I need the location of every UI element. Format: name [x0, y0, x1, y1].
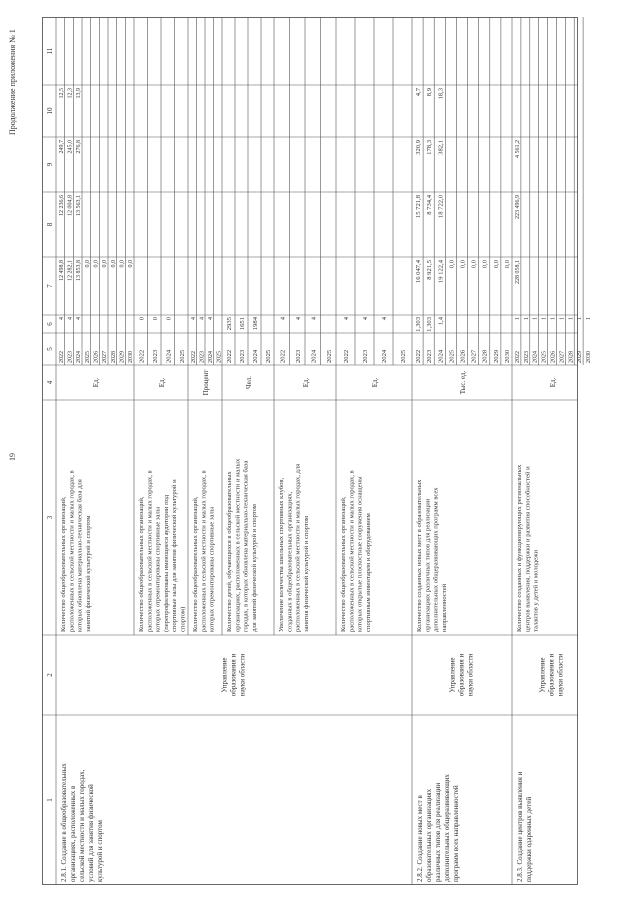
value-cell: 4 561,2	[514, 140, 521, 158]
indicator-text: организациях, расположенных в сельской местности и малых	[234, 458, 242, 632]
value-cell: 0,0	[470, 260, 478, 269]
column-number: 9	[46, 162, 54, 167]
value-cell: 1	[586, 317, 593, 320]
value-cell: 4,7	[415, 88, 423, 97]
indicator-text: спортивные залы для занятия физической культурой и	[171, 479, 179, 632]
executor-text: Управление	[448, 657, 457, 693]
indicator-text: Количество общеобразовательных организаций,	[138, 496, 145, 632]
year-cell: 2025	[84, 351, 91, 363]
value-cell: 12,5	[58, 88, 65, 99]
value-cell: 15 721,8	[415, 195, 423, 219]
indicator-text: для занятий физической культурой и спортом	[250, 504, 258, 632]
column-number: 3	[46, 515, 54, 520]
year-cell: 2026	[459, 349, 467, 363]
value-cell: 4	[343, 317, 350, 321]
value-cell: 0,0	[481, 260, 489, 269]
value-cell: 249,7	[58, 140, 65, 154]
value-cell: 4	[279, 317, 287, 321]
year-cell: 2028	[568, 351, 575, 363]
unit-text: Ед.	[302, 377, 310, 388]
year-cell: 2023	[199, 351, 206, 363]
year-cell: 2027	[470, 349, 478, 363]
year-cell: 2025	[541, 351, 548, 363]
indicator-text: расположенных в сельской местности и малых городах, в	[146, 470, 154, 632]
year-cell: 2023	[362, 349, 369, 363]
value-cell: 4	[310, 317, 318, 321]
value-cell: 1984	[252, 317, 259, 331]
indicator-text: Увеличение количества школьных спортивных клубов,	[278, 477, 285, 632]
value-cell: 0,0	[128, 260, 135, 268]
indicator-text: расположенных в сельской местности и малых городах, в	[68, 470, 76, 632]
value-cell: 4	[362, 317, 369, 321]
unit-text: Тыс. ед.	[459, 370, 467, 395]
indicator-text: Количество созданных новых мест в образовательных	[416, 479, 423, 632]
year-cell: 2022	[514, 351, 521, 363]
executor-text: науки области	[556, 653, 565, 697]
indicator-text: дополнительных общеразвивающих программ всех	[432, 487, 440, 632]
year-cell: 2025	[178, 349, 186, 363]
value-cell: 1,303	[415, 317, 423, 332]
column-number: 2	[46, 673, 54, 677]
measure-text: культурой и спортом	[96, 820, 104, 882]
indicator-text: городах, в которых обновлена материально-техническая база	[242, 460, 250, 632]
value-cell: 1,4	[437, 317, 445, 326]
year-cell: 2022	[226, 349, 233, 363]
unit-text: Ед.	[549, 377, 557, 388]
indicator-text: занятия физической культурой и спортом	[302, 515, 310, 632]
indicator-text: (перепрофилированы имеющиеся аудитории под	[162, 494, 170, 632]
year-cell: 2027	[102, 351, 109, 363]
year-cell: 2028	[110, 351, 117, 363]
year-cell: 2025	[325, 349, 333, 363]
executor-text: образования и	[457, 653, 466, 697]
value-cell: 0,0	[448, 260, 456, 269]
year-cell: 2029	[577, 351, 584, 363]
year-cell: 2025	[400, 349, 407, 363]
indicator-text: которых обновлена материально-техническая база для	[76, 479, 84, 632]
executor-text: науки области	[238, 653, 247, 697]
indicator-text: Количество общеобразовательных организаций,	[192, 496, 199, 632]
value-cell: 16 047,4	[415, 260, 423, 284]
value-cell: 1	[523, 317, 530, 320]
value-cell: 1,303	[426, 317, 434, 332]
executor-text: науки области	[466, 653, 475, 697]
value-cell: 4	[381, 317, 388, 321]
indicator-text: спортом)	[179, 606, 187, 632]
indicator-text: которых открытые плоскостные сооружения оснащены	[356, 476, 364, 632]
indicator-text: Количество общеобразовательных организаций,	[340, 496, 347, 632]
page-number: 19	[8, 453, 17, 461]
indicator-text: расположенных в сельской местности и малых городах, в	[348, 470, 356, 632]
indicator-text: расположенных в сельской местности и малых городах, для	[294, 463, 302, 632]
value-cell: 8 921,5	[426, 260, 434, 280]
year-cell: 2026	[550, 351, 557, 363]
value-cell: 0	[138, 317, 146, 321]
value-cell: 8 734,4	[426, 195, 434, 215]
year-cell: 2024	[310, 349, 318, 363]
value-cell: 12,3	[67, 88, 74, 99]
measure-text: дополнительных общеразвивающих	[443, 774, 451, 882]
year-cell: 2022	[343, 349, 350, 363]
measure-text: поддержки одаренных детей	[525, 796, 533, 882]
unit-text: Процент	[202, 369, 210, 396]
column-number: 11	[46, 47, 54, 55]
value-cell: 0,0	[84, 260, 91, 268]
value-cell: 4	[294, 317, 302, 321]
value-cell: 0,0	[110, 260, 117, 268]
appendix-label: Продолжение приложения № 1	[8, 29, 17, 135]
year-cell: 2024	[437, 349, 445, 363]
value-cell: 18 722,0	[437, 195, 445, 219]
year-cell: 2026	[93, 351, 100, 363]
indicator-text: расположенных в сельской местности и малых городах, в	[200, 470, 208, 632]
year-cell: 2023	[239, 349, 246, 363]
value-cell: 1	[559, 317, 566, 320]
column-number: 7	[46, 284, 54, 288]
executor-text: Управление	[220, 657, 229, 693]
indicator-text: направленностей	[440, 583, 448, 632]
value-cell: 0	[165, 317, 173, 321]
measure-text: 2.8.3. Создание центров выявления и	[516, 771, 524, 882]
value-cell: 18,3	[437, 88, 445, 100]
value-cell: 0,0	[119, 260, 126, 268]
value-cell: 1	[550, 317, 557, 320]
value-cell: 1	[532, 317, 539, 320]
year-cell: 2025	[216, 351, 223, 363]
value-cell: 4	[190, 317, 197, 320]
year-cell: 2023	[523, 351, 530, 363]
year-cell: 2028	[481, 349, 489, 363]
value-cell: 1	[541, 317, 548, 320]
value-cell: 2935	[226, 317, 233, 331]
year-cell: 2025	[265, 349, 272, 363]
executor-text: образования и	[547, 653, 556, 697]
value-cell: 0,0	[459, 260, 467, 269]
value-cell: 245,0	[67, 140, 74, 154]
value-cell: 178,3	[426, 140, 434, 155]
measure-text: различных типов для реализации	[434, 782, 442, 882]
unit-text: Ед.	[371, 377, 379, 388]
value-cell: 223 496,9	[514, 195, 521, 219]
indicator-text: которых отремонтированы спортивные залы	[154, 506, 162, 632]
indicator-text: которых отремонтированы спортивные залы	[208, 506, 216, 632]
indicator-text: Количество созданных и функционирующих региональных	[516, 464, 523, 632]
measure-text: программ всех направленностей	[452, 785, 460, 882]
measure-text: организациях, расположенных в	[69, 785, 77, 882]
year-cell: 2023	[294, 349, 302, 363]
indicator-text: центров выявления, поддержки и развития способностей и	[524, 466, 532, 632]
value-cell: 13 853,8	[76, 260, 83, 281]
year-cell: 2022	[190, 351, 197, 363]
year-cell: 2030	[503, 349, 511, 363]
column-number: 8	[46, 222, 54, 227]
indicator-text: созданных в общеобразовательных организациях,	[286, 491, 294, 632]
value-cell: 0,0	[93, 260, 100, 268]
indicator-text: Количество детей, обучающихся в общеобразовательных	[226, 471, 233, 632]
year-cell: 2024	[76, 351, 83, 363]
value-cell: 382,1	[437, 140, 445, 155]
value-cell: 12 282,1	[67, 260, 74, 281]
value-cell: 13 563,1	[76, 195, 83, 216]
value-cell: 19 122,4	[437, 260, 445, 284]
value-cell: 1	[514, 317, 521, 320]
executor-text: Управление	[538, 657, 547, 693]
value-cell: 228 058,1	[514, 260, 521, 284]
value-cell: 0,0	[492, 260, 500, 269]
column-number: 1	[46, 798, 54, 802]
year-cell: 2023	[67, 351, 74, 363]
value-cell: 4	[207, 317, 214, 320]
value-cell: 8,9	[426, 88, 434, 97]
unit-text: Ед.	[158, 377, 166, 388]
indicator-text: организациях различных типов для реализации	[424, 498, 432, 632]
table-frame	[43, 18, 578, 885]
year-cell: 2029	[492, 349, 500, 363]
column-number: 4	[46, 380, 54, 385]
indicator-text: талантов у детей и молодежи	[532, 549, 540, 632]
value-cell: 320,9	[415, 140, 423, 155]
unit-text: Ед.	[92, 377, 100, 388]
indicator-text: спортивным инвентарем и оборудованием	[364, 513, 372, 632]
year-cell: 2030	[128, 351, 135, 363]
value-cell: 12 498,8	[58, 260, 65, 281]
column-number: 5	[46, 347, 54, 351]
year-cell: 2022	[138, 349, 146, 363]
year-cell: 2022	[415, 349, 423, 363]
program-table	[42, 17, 593, 885]
value-cell: 13,9	[76, 88, 83, 99]
value-cell: 4	[199, 317, 206, 320]
value-cell: 12 236,6	[58, 195, 65, 216]
value-cell: 1651	[239, 317, 246, 331]
indicator-text: Количество общеобразовательных организаций,	[60, 496, 67, 632]
year-cell: 2023	[426, 349, 434, 363]
value-cell: 276,8	[76, 140, 83, 154]
measure-text: образовательных организациях	[425, 788, 433, 882]
year-cell: 2022	[58, 351, 65, 363]
executor-text: образования и	[229, 653, 238, 697]
year-cell: 2024	[207, 351, 214, 363]
year-cell: 2027	[559, 351, 566, 363]
indicator-text: занятий физической культурой и спортом	[84, 515, 92, 632]
year-cell: 2022	[279, 349, 287, 363]
value-cell: 1	[577, 317, 584, 320]
column-number: 10	[46, 107, 54, 115]
year-cell: 2029	[119, 351, 126, 363]
value-cell: 0,0	[503, 260, 511, 269]
value-cell: 4	[58, 317, 65, 320]
measure-text: 2.8.1. Создание в общеобразовательных	[60, 763, 68, 882]
year-cell: 2024	[252, 349, 259, 363]
column-number: 6	[46, 322, 54, 326]
unit-text: Чел.	[245, 376, 253, 389]
year-cell: 2023	[151, 349, 159, 363]
value-cell: 0	[151, 317, 159, 321]
year-cell: 2024	[381, 349, 388, 363]
year-cell: 2030	[586, 351, 593, 363]
value-cell: 4	[76, 317, 83, 320]
value-cell: 12 004,8	[67, 195, 74, 216]
measure-text: условий для занятия физической	[87, 784, 95, 882]
year-cell: 2024	[532, 351, 539, 363]
value-cell: 1	[568, 317, 575, 320]
year-cell: 2024	[165, 349, 173, 363]
year-cell: 2025	[448, 349, 456, 363]
value-cell: 4	[67, 317, 74, 320]
measure-text: сельской местности и малых городах,	[78, 769, 86, 882]
measure-text: 2.8.2. Создание новых мест в	[416, 795, 424, 882]
value-cell: 0,0	[102, 260, 109, 268]
